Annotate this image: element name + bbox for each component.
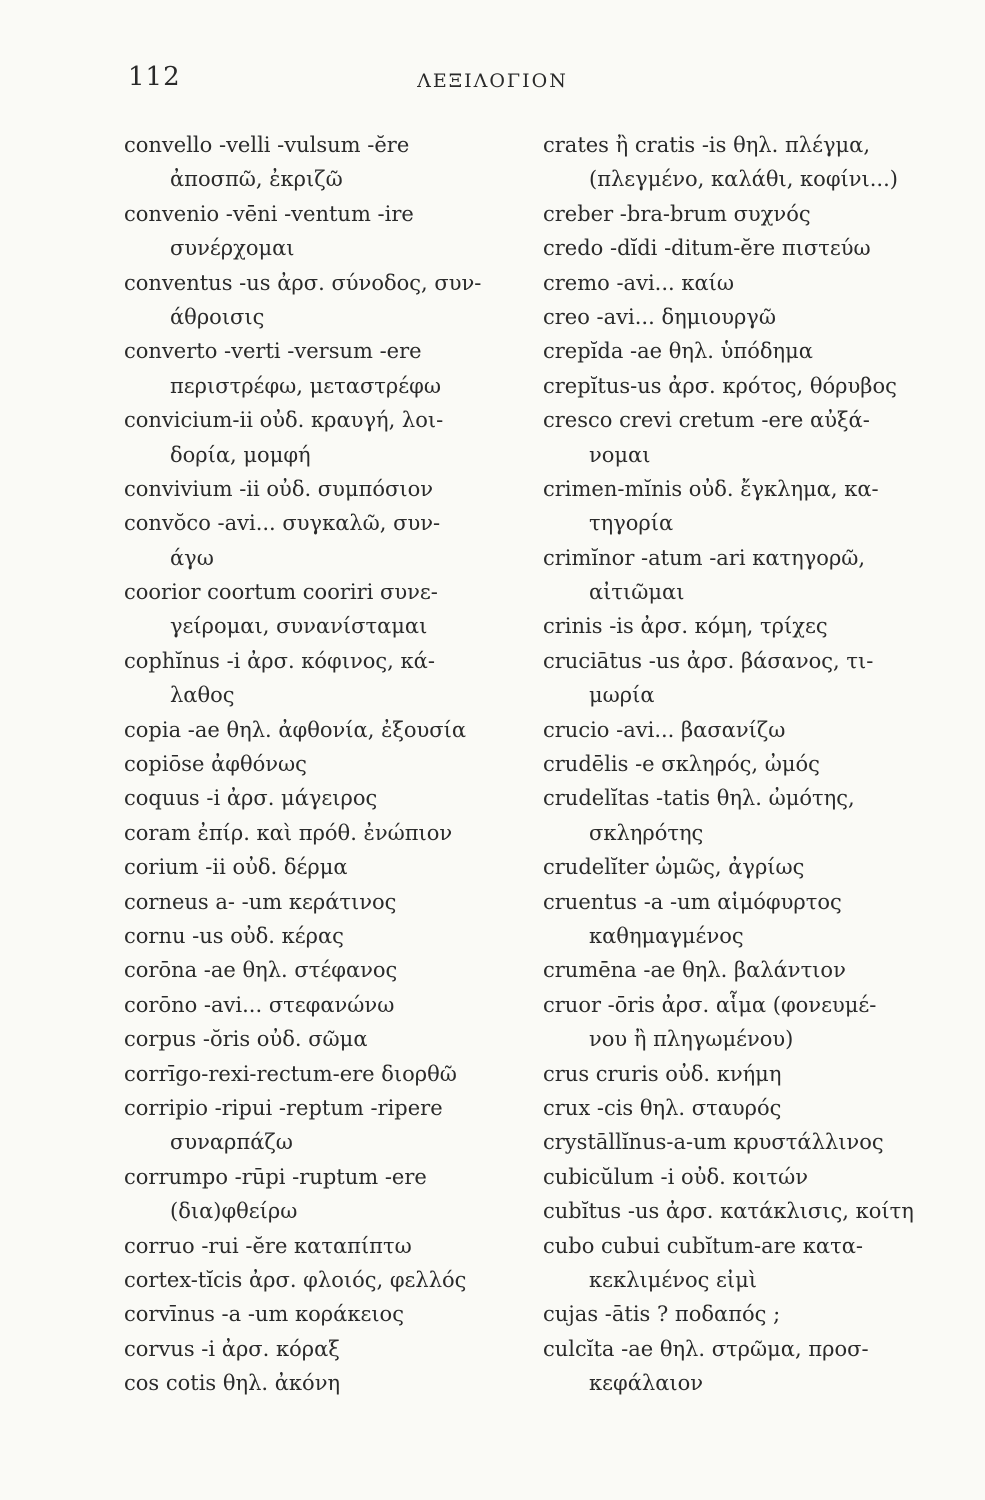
entry-line: cornu -us οὐδ. κέρας xyxy=(124,923,344,948)
entry-line: corpus -ŏris οὐδ. σῶμα xyxy=(124,1027,368,1052)
entry-continuation-line: σκληρότης xyxy=(589,820,704,845)
entry-line: copia -ae θηλ. ἀφθονία, ἐξουσία xyxy=(124,717,467,742)
entry-line: credo -dĭdi -ditum-ĕre πιστεύω xyxy=(543,236,871,261)
entry-line: corvus -i ἀρσ. κόραξ xyxy=(124,1336,340,1361)
entry-line: convivium -ii οὐδ. συμπόσιον xyxy=(124,476,433,501)
entry-continuation-line: λαθος xyxy=(170,683,235,708)
entry-line: convenio -vēni -ventum -ire xyxy=(124,201,414,226)
entry-continuation-line: άθροισις xyxy=(170,304,265,329)
entry-line: conventus -us ἀρσ. σύνοδος, συν- xyxy=(124,270,482,295)
entry-line: crinis -is ἀρσ. κόμη, τρίχες xyxy=(543,614,828,639)
entry-line: crux -cis θηλ. σταυρός xyxy=(543,1095,782,1120)
entry-line: crystāllĭnus-a-um κρυστάλλινος xyxy=(543,1130,884,1155)
entry-line: corōna -ae θηλ. στέφανος xyxy=(124,958,398,983)
entry-continuation-line: περιστρέφω, μεταστρέφω xyxy=(170,373,441,398)
entry-line: cruciātus -us ἀρσ. βάσανος, τι- xyxy=(543,648,874,673)
entry-line: cubo cubui cubĭtum-are κατα- xyxy=(543,1233,863,1258)
entry-continuation-line: γείρομαι, συνανίσταμαι xyxy=(170,614,428,639)
entry-continuation-line: συναρπάζω xyxy=(170,1130,293,1155)
entry-continuation-line: μωρία xyxy=(589,683,655,708)
entry-line: corōno -avi... στεφανώνω xyxy=(124,992,395,1017)
running-head: ΛΕΞΙΛΟΓΙΟΝ xyxy=(417,70,568,92)
entry-line: coorior coortum cooriri συνε- xyxy=(124,580,438,605)
entry-line: coquus -i ἀρσ. μάγειρος xyxy=(124,786,378,811)
entry-line: corium -ii οὐδ. δέρμα xyxy=(124,855,348,880)
right-column xyxy=(543,128,963,1400)
entry-line: corvīnus -a -um κοράκειος xyxy=(124,1302,404,1327)
entry-continuation-line: τηγορία xyxy=(589,511,674,536)
entry-continuation-line: άγω xyxy=(170,545,214,570)
entry-line: coram ἐπίρ. καὶ πρόθ. ἐνώπιον xyxy=(124,820,453,845)
entry-line: crus cruris οὐδ. κνήμη xyxy=(543,1061,782,1086)
entry-line: crumēna -ae θηλ. βαλάντιον xyxy=(543,958,846,983)
entry-line: creber -bra-brum συχνός xyxy=(543,201,811,226)
entry-line: corneus a- -um κεράτινος xyxy=(124,889,397,914)
entry-line: cruor -ōris ἀρσ. αἷμα (φονευμέ- xyxy=(543,992,877,1017)
entry-line: cophĭnus -i ἀρσ. κόφινος, κά- xyxy=(124,648,435,673)
entry-line: crepĭtus-us ἀρσ. κρότος, θόρυβος xyxy=(543,373,897,398)
entry-line: cos cotis θηλ. ἀκόνη xyxy=(124,1371,341,1396)
entry-line: copiōse ἀφθόνως xyxy=(124,752,307,777)
entry-line: cujas -ātis ? ποδαπός ; xyxy=(543,1302,781,1327)
entry-line: culcĭta -ae θηλ. στρῶμα, προσ- xyxy=(543,1336,869,1361)
entry-line: crudelĭter ὠμῶς, ἀγρίως xyxy=(543,855,805,880)
entry-line: corripio -ripui -reptum -ripere xyxy=(124,1095,443,1120)
entry-line: crimen-mĭnis οὐδ. ἔγκλημα, κα- xyxy=(543,476,879,501)
entry-line: cremo -avi... καίω xyxy=(543,270,735,295)
entry-line: convŏco -avi... συγκαλῶ, συν- xyxy=(124,511,441,536)
entry-continuation-line: ἀποσπῶ, ἐκριζῶ xyxy=(170,167,343,192)
entry-line: corruo -rui -ĕre καταπίπτω xyxy=(124,1233,412,1258)
entry-line: crucio -avi... βασανίζω xyxy=(543,717,786,742)
entry-line: convello -velli -vulsum -ĕre xyxy=(124,133,410,157)
entry-continuation-line: (πλεγμένο, καλάθι, κοφίνι...) xyxy=(589,167,898,192)
entry-continuation-line: δορία, μομφή xyxy=(170,442,311,467)
entry-continuation-line: καθημαγμένος xyxy=(589,923,744,948)
entry-continuation-line: αἰτιῶμαι xyxy=(589,580,685,605)
entry-line: crudēlis -e σκληρός, ὠμός xyxy=(543,752,820,777)
entry-continuation-line: νομαι xyxy=(589,442,651,467)
entry-line: cresco crevi cretum -ere αὐξά- xyxy=(543,408,870,433)
entry-line: convicium-ii οὐδ. κραυγή, λοι- xyxy=(124,408,444,433)
entry-line: cruentus -a -um αἱμόφυρτος xyxy=(543,889,842,914)
entry-line: crates ἢ cratis -is θηλ. πλέγμα, xyxy=(543,133,871,157)
entry-line: crepĭda -ae θηλ. ὑπόδημα xyxy=(543,339,813,364)
entry-line: crimĭnor -atum -ari κατηγορῶ, xyxy=(543,545,866,570)
page-number: 112 xyxy=(128,62,181,92)
entry-line: cubicŭlum -i οὐδ. κοιτών xyxy=(543,1164,808,1189)
entry-continuation-line: (δια)φθείρω xyxy=(170,1199,298,1224)
entry-continuation-line: κεκλιμένος εἰμὶ xyxy=(589,1267,758,1292)
entry-line: corrīgo-rexi-rectum-ere διορθῶ xyxy=(124,1061,457,1086)
entry-continuation-line: συνέρχομαι xyxy=(170,236,295,261)
left-column xyxy=(124,128,532,1400)
entry-line: crudelĭtas -tatis θηλ. ὠμότης, xyxy=(543,786,855,811)
entry-continuation-line: νου ἢ πληγωμένου) xyxy=(589,1027,794,1052)
entry-line: converto -verti -versum -ere xyxy=(124,339,422,364)
entry-line: corrumpo -rūpi -ruptum -ere xyxy=(124,1164,427,1189)
entry-line: cortex-tĭcis ἀρσ. φλοιός, φελλός xyxy=(124,1267,467,1292)
entry-continuation-line: κεφάλαιον xyxy=(589,1371,704,1396)
entry-line: cubĭtus -us ἀρσ. κατάκλισις, κοίτη xyxy=(543,1199,914,1224)
entry-line: creo -avi... δημιουργῶ xyxy=(543,304,776,329)
